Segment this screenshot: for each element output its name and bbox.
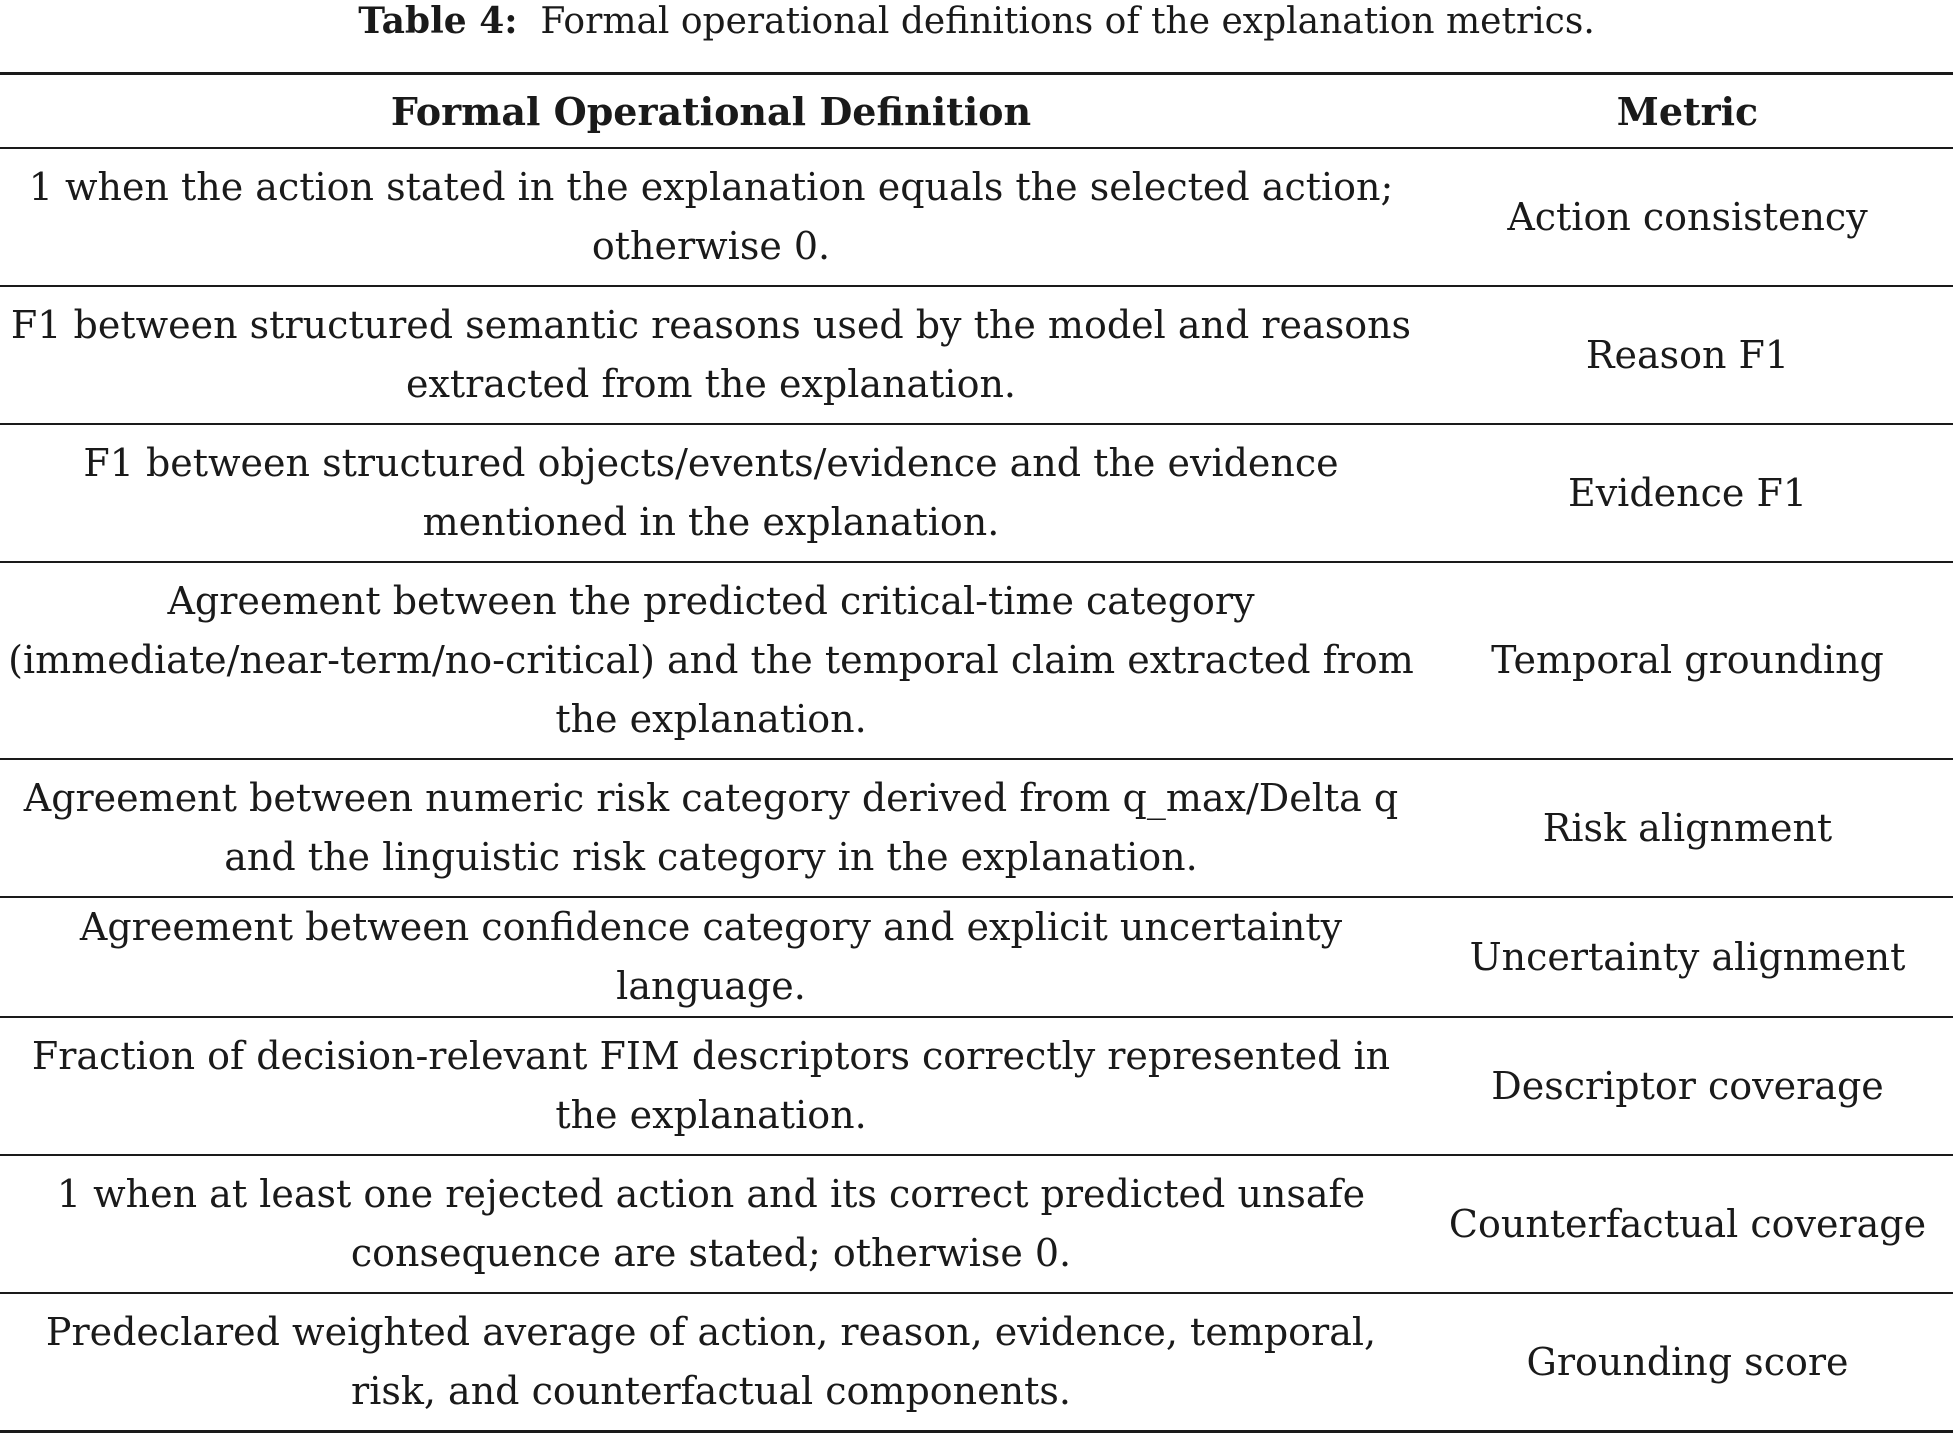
table-row: [0, 562, 1953, 759]
definition-cell: Fraction of decision-relevant FIM descriptors correctly represented in the explanation.: [0, 1017, 1422, 1155]
definition-cell: F1 between structured objects/events/evidence and the evidence mentioned in the explanation.: [0, 424, 1422, 562]
table-caption-text: Formal operational definitions of the explanation metrics.: [540, 1, 1595, 42]
metric-cell: Grounding score: [1422, 1293, 1953, 1432]
definition-cell: Agreement between the predicted critical-time category (immediate/near-term/no-critical) and the temporal claim extracted from the explanation.: [0, 562, 1422, 759]
table-row: [0, 1155, 1953, 1293]
definition-cell: Agreement between confidence category and explicit uncertainty language.: [0, 897, 1422, 1017]
metric-cell: Evidence F1: [1422, 424, 1953, 562]
definition-cell: F1 between structured semantic reasons used by the model and reasons extracted from the explanation.: [0, 286, 1422, 424]
metric-cell: Descriptor coverage: [1422, 1017, 1953, 1155]
table-row: [0, 148, 1953, 286]
definition-cell: Agreement between numeric risk category derived from q_max/Delta q and the linguistic risk category in the explanation.: [0, 759, 1422, 897]
table-row: [0, 1293, 1953, 1432]
definition-cell: 1 when the action stated in the explanation equals the selected action; otherwise 0.: [0, 148, 1422, 286]
table-row: [0, 424, 1953, 562]
column-header-definition: Formal Operational Definition: [0, 74, 1422, 149]
metric-cell: Action consistency: [1422, 148, 1953, 286]
table-caption: [0, 0, 1953, 44]
column-header-metric: Metric: [1422, 74, 1953, 149]
table-caption-label: Table 4:: [358, 0, 518, 42]
metric-cell: Reason F1: [1422, 286, 1953, 424]
table-row: [0, 759, 1953, 897]
metric-cell: Risk alignment: [1422, 759, 1953, 897]
table-row: [0, 1017, 1953, 1155]
metric-cell: Counterfactual coverage: [1422, 1155, 1953, 1293]
definition-cell: Predeclared weighted average of action, reason, evidence, temporal, risk, and counterfactual components.: [0, 1293, 1422, 1432]
definition-cell: 1 when at least one rejected action and its correct predicted unsafe consequence are stated; otherwise 0.: [0, 1155, 1422, 1293]
metric-cell: Temporal grounding: [1422, 562, 1953, 759]
table-header-row: [0, 74, 1953, 149]
metric-cell: Uncertainty alignment: [1422, 897, 1953, 1017]
table-row: [0, 897, 1953, 1017]
table-row: [0, 286, 1953, 424]
metrics-table: [0, 72, 1953, 1433]
